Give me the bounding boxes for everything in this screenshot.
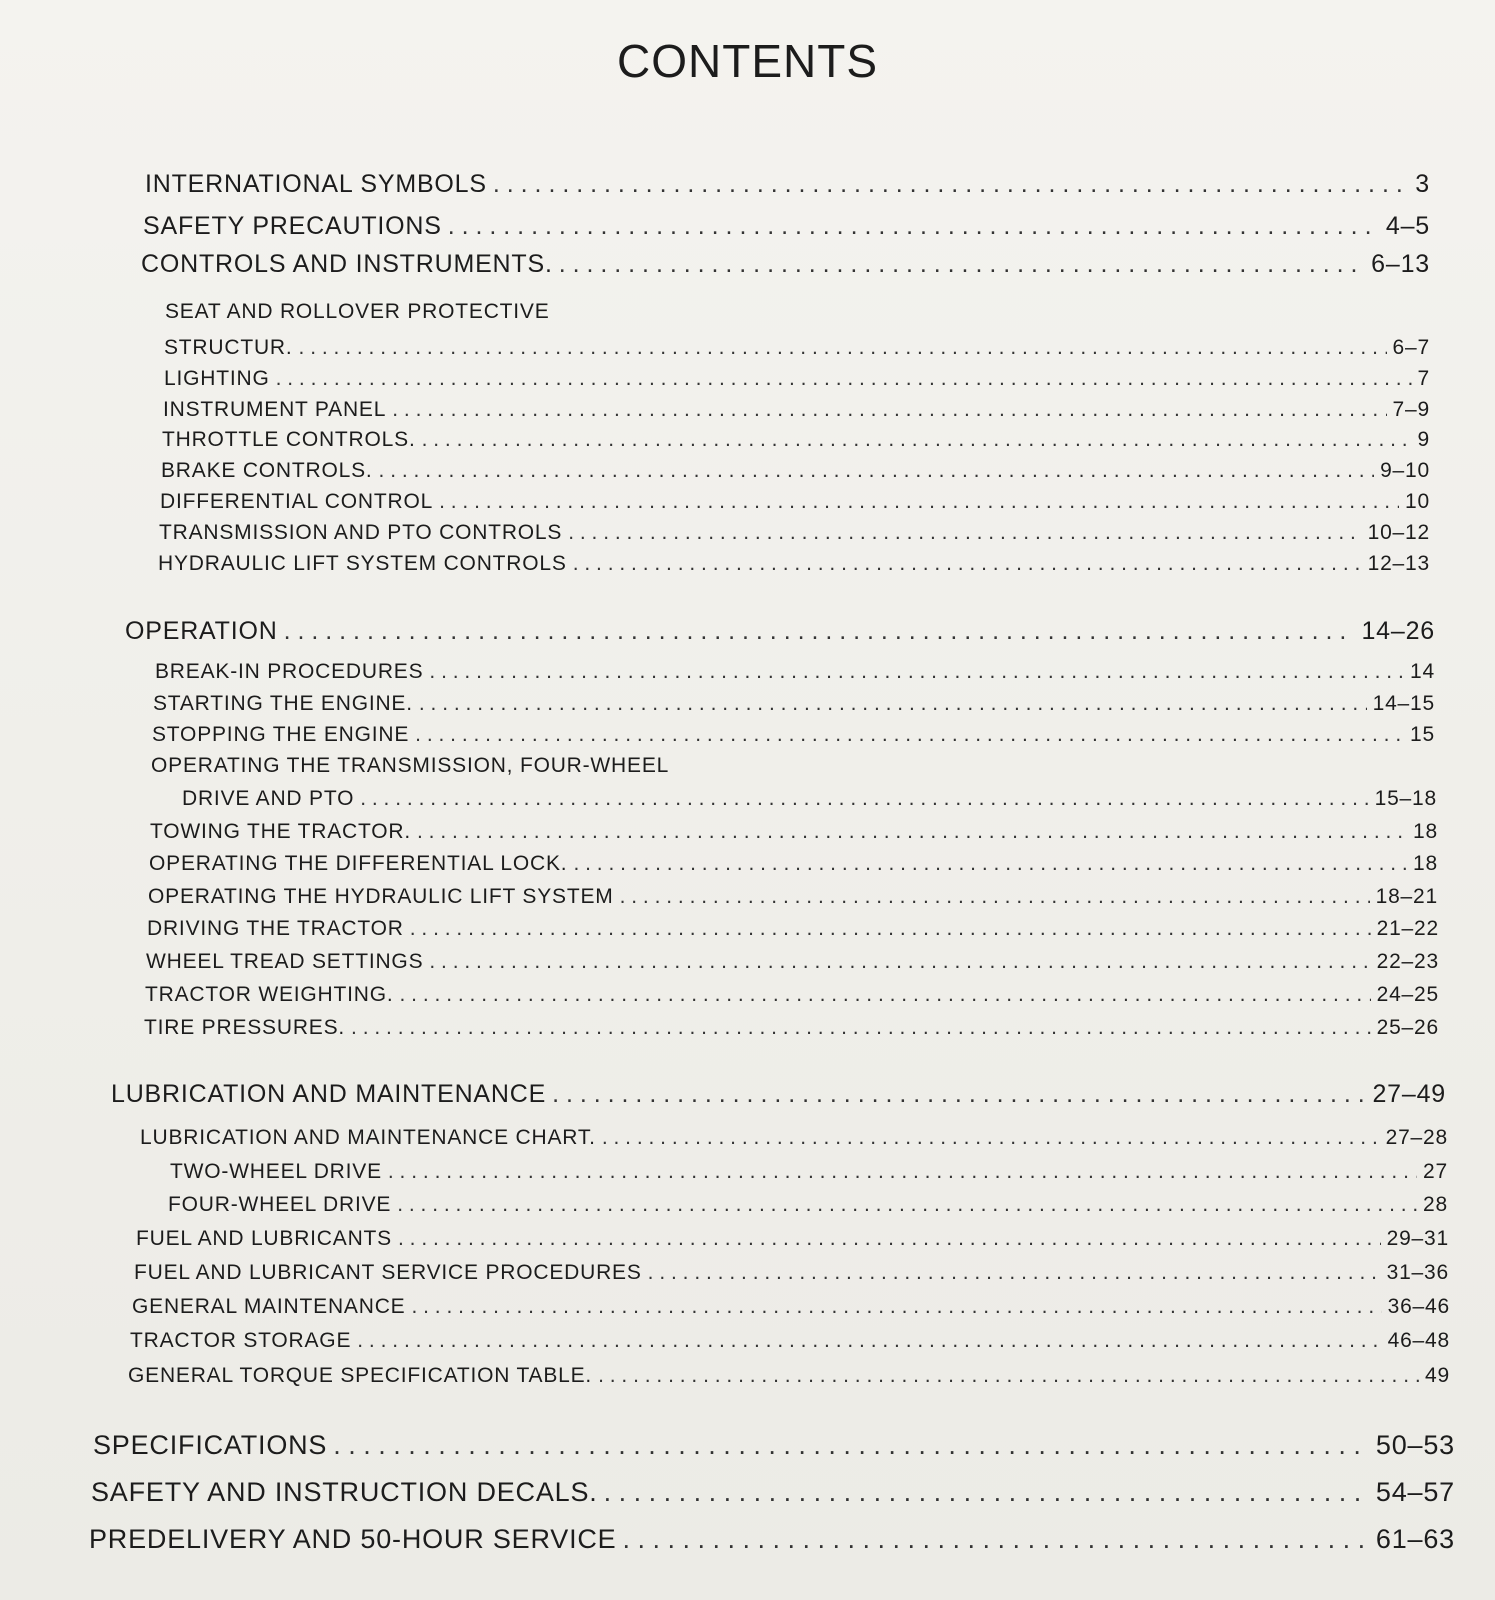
dot-leader <box>411 1295 1381 1319</box>
toc-label: OPERATING THE HYDRAULIC LIFT SYSTEM <box>148 885 614 908</box>
toc-entry-throttle-controls[interactable] <box>162 428 1430 452</box>
dot-leader <box>439 490 1399 514</box>
toc-label: STARTING THE ENGINE. <box>153 692 413 715</box>
dot-leader <box>397 1193 1417 1217</box>
toc-entry-general-maintenance[interactable] <box>132 1295 1450 1319</box>
dot-leader <box>351 1016 1371 1040</box>
dot-leader <box>602 1126 1380 1150</box>
toc-entry-lubrication-and-maintenance-chart[interactable] <box>140 1126 1448 1150</box>
dot-leader <box>419 692 1367 716</box>
toc-pages: 28 <box>1423 1193 1448 1216</box>
toc-pages: 31–36 <box>1386 1261 1449 1284</box>
toc-label: INTERNATIONAL SYMBOLS <box>145 170 487 198</box>
dot-leader <box>276 367 1412 391</box>
toc-label: BRAKE CONTROLS. <box>161 459 373 482</box>
toc-pages: 46–48 <box>1387 1329 1450 1352</box>
toc-entry-safety-and-instruction-decals[interactable] <box>91 1477 1455 1508</box>
toc-entry-hydraulic-lift-system-controls[interactable] <box>158 552 1430 576</box>
dot-leader <box>573 552 1362 576</box>
toc-label: TIRE PRESSURES. <box>144 1016 346 1039</box>
toc-pages: 22–23 <box>1376 950 1439 973</box>
toc-pages: 15 <box>1410 723 1435 746</box>
toc-pages: 49 <box>1425 1364 1450 1387</box>
toc-pages: 10–12 <box>1367 521 1430 544</box>
page-title: CONTENTS <box>617 35 878 87</box>
toc-entry-fuel-and-lubricant-service-procedures[interactable] <box>134 1261 1449 1285</box>
toc-entry-differential-control[interactable] <box>160 490 1430 514</box>
toc-label: SPECIFICATIONS <box>93 1430 328 1460</box>
toc-label: TRACTOR STORAGE <box>130 1329 352 1352</box>
toc-pages: 61–63 <box>1375 1524 1455 1554</box>
dot-leader <box>559 250 1365 279</box>
toc-entry-tractor-storage[interactable] <box>130 1329 1450 1353</box>
toc-label: STOPPING THE ENGINE <box>152 723 410 746</box>
toc-label: OPERATING THE DIFFERENTIAL LOCK. <box>149 852 568 875</box>
dot-leader <box>429 660 1404 684</box>
toc-label: DIFFERENTIAL CONTROL <box>160 490 434 513</box>
toc-label: DRIVING THE TRACTOR <box>147 917 404 940</box>
toc-pages: 18 <box>1413 852 1438 875</box>
toc-label: CONTROLS AND INSTRUMENTS. <box>141 250 553 278</box>
toc-label: LUBRICATION AND MAINTENANCE CHART. <box>140 1126 596 1149</box>
toc-pages: 7–9 <box>1392 398 1430 421</box>
toc-pages: 18–21 <box>1375 885 1438 908</box>
toc-pages: 24–25 <box>1376 983 1439 1006</box>
dot-leader <box>410 917 1371 941</box>
toc-label: TRACTOR WEIGHTING. <box>145 983 394 1006</box>
toc-entry-tire-pressures[interactable] <box>144 1016 1439 1040</box>
toc-label: FUEL AND LUBRICANTS <box>136 1227 392 1250</box>
dot-leader <box>415 723 1404 747</box>
toc-pages: 21–22 <box>1376 917 1439 940</box>
toc-label: GENERAL MAINTENANCE <box>132 1295 406 1318</box>
toc-label: FUEL AND LUBRICANT SERVICE PROCEDURES <box>134 1261 642 1284</box>
toc-pages: 10 <box>1405 490 1430 513</box>
toc-pages: 6–13 <box>1371 250 1430 278</box>
toc-label: OPERATION <box>125 617 278 645</box>
toc-entry-tractor-weighting[interactable] <box>145 983 1439 1007</box>
toc-pages: 14 <box>1410 660 1435 683</box>
dot-leader <box>422 428 1412 452</box>
dot-leader <box>622 1524 1369 1555</box>
toc-label: BREAK-IN PROCEDURES <box>155 660 424 683</box>
toc-label: TRANSMISSION AND PTO CONTROLS <box>159 521 563 544</box>
toc-entry-drive-and-pto[interactable] <box>182 787 1437 811</box>
toc-pages: 27–28 <box>1385 1126 1448 1149</box>
dot-leader <box>299 336 1387 360</box>
dot-leader <box>400 983 1371 1007</box>
dot-leader <box>379 459 1375 483</box>
dot-leader <box>568 521 1361 545</box>
toc-label: HYDRAULIC LIFT SYSTEM CONTROLS <box>158 552 567 575</box>
toc-entry-predelivery-and-50-hour-service[interactable] <box>89 1524 1455 1555</box>
toc-entry-specifications[interactable] <box>93 1430 1455 1461</box>
toc-pages: 7 <box>1417 367 1430 390</box>
toc-label: PREDELIVERY AND 50-HOUR SERVICE <box>89 1524 617 1554</box>
toc-label: LIGHTING <box>164 367 270 390</box>
toc-entry-operating-the-hydraulic-lift-system[interactable] <box>148 885 1438 909</box>
toc-entry-operation[interactable] <box>125 617 1435 646</box>
toc-pages: 9 <box>1417 428 1430 451</box>
dot-leader <box>388 1160 1417 1184</box>
toc-pages: 27 <box>1423 1160 1448 1183</box>
toc-label: FOUR-WHEEL DRIVE <box>168 1193 392 1216</box>
toc-entry-instrument-panel[interactable] <box>163 398 1430 422</box>
toc-pages: 27–49 <box>1372 1080 1446 1108</box>
toc-entry-seat-and-rollover[interactable]: SEAT AND ROLLOVER PROTECTIVE <box>165 300 550 323</box>
toc-entry-driving-the-tractor[interactable] <box>147 917 1439 941</box>
toc-label: DRIVE AND PTO <box>182 787 355 810</box>
toc-entry-general-torque-specification-table[interactable] <box>128 1364 1450 1388</box>
toc-label: STRUCTUR. <box>164 336 293 359</box>
toc-entry-starting-the-engine[interactable] <box>153 692 1435 716</box>
toc-pages: 14–26 <box>1361 617 1435 645</box>
toc-label: LUBRICATION AND MAINTENANCE <box>111 1080 547 1108</box>
toc-entry-wheel-tread-settings[interactable] <box>146 950 1439 974</box>
toc-pages: 25–26 <box>1376 1016 1439 1039</box>
toc-entry-operating-the-transmission[interactable]: OPERATING THE TRANSMISSION, FOUR-WHEEL <box>151 754 670 777</box>
toc-entry-safety-precautions[interactable] <box>143 212 1430 241</box>
dot-leader <box>448 212 1380 241</box>
toc-entry-lighting[interactable] <box>164 367 1430 391</box>
dot-leader <box>573 852 1407 876</box>
dot-leader <box>333 1430 1370 1461</box>
toc-entry-structur[interactable] <box>164 336 1430 360</box>
toc-label: SAFETY AND INSTRUCTION DECALS. <box>91 1477 598 1507</box>
toc-entry-two-wheel-drive[interactable] <box>170 1160 1448 1184</box>
toc-label: THROTTLE CONTROLS. <box>162 428 416 451</box>
dot-leader <box>648 1261 1381 1285</box>
dot-leader <box>360 787 1368 811</box>
dot-leader <box>620 885 1370 909</box>
dot-leader <box>284 617 1356 646</box>
dot-leader <box>552 1080 1366 1109</box>
dot-leader <box>357 1329 1381 1353</box>
toc-entry-four-wheel-drive[interactable] <box>168 1193 1448 1217</box>
toc-label: TWO-WHEEL DRIVE <box>170 1160 382 1183</box>
toc-entry-international-symbols[interactable] <box>145 170 1430 199</box>
toc-entry-brake-controls[interactable] <box>161 459 1430 483</box>
toc-entry-towing-the-tractor[interactable] <box>150 820 1438 844</box>
dot-leader <box>429 950 1370 974</box>
toc-pages: 4–5 <box>1385 212 1430 240</box>
toc-pages: 6–7 <box>1392 336 1430 359</box>
toc-pages: 15–18 <box>1374 787 1437 810</box>
toc-label: TOWING THE TRACTOR. <box>150 820 411 843</box>
toc-entry-transmission-and-pto-controls[interactable] <box>159 521 1430 545</box>
dot-leader <box>417 820 1407 844</box>
toc-pages: 18 <box>1413 820 1438 843</box>
toc-pages: 9–10 <box>1380 459 1430 482</box>
toc-pages: 36–46 <box>1387 1295 1450 1318</box>
toc-label: WHEEL TREAD SETTINGS <box>146 950 424 973</box>
toc-pages: 50–53 <box>1375 1430 1455 1460</box>
toc-entry-lubrication-and-maintenance[interactable] <box>111 1080 1446 1109</box>
toc-pages: 12–13 <box>1367 552 1430 575</box>
toc-pages: 3 <box>1415 170 1430 198</box>
toc-label: INSTRUMENT PANEL <box>163 398 387 421</box>
dot-leader <box>598 1364 1419 1388</box>
toc-entry-operating-the-differential-lock[interactable] <box>149 852 1438 876</box>
toc-label: SAFETY PRECAUTIONS <box>143 212 442 240</box>
dot-leader <box>392 398 1386 422</box>
dot-leader <box>493 170 1409 199</box>
dot-leader <box>398 1227 1381 1251</box>
toc-pages: 14–15 <box>1372 692 1435 715</box>
toc-label: GENERAL TORQUE SPECIFICATION TABLE. <box>128 1364 593 1387</box>
toc-pages: 29–31 <box>1386 1227 1449 1250</box>
toc-entry-controls-and-instruments[interactable] <box>141 250 1430 279</box>
toc-pages: 54–57 <box>1375 1477 1455 1507</box>
dot-leader <box>604 1477 1370 1508</box>
toc-entry-break-in-procedures[interactable] <box>155 660 1435 684</box>
toc-entry-fuel-and-lubricants[interactable] <box>136 1227 1449 1251</box>
toc-entry-stopping-the-engine[interactable] <box>152 723 1435 747</box>
